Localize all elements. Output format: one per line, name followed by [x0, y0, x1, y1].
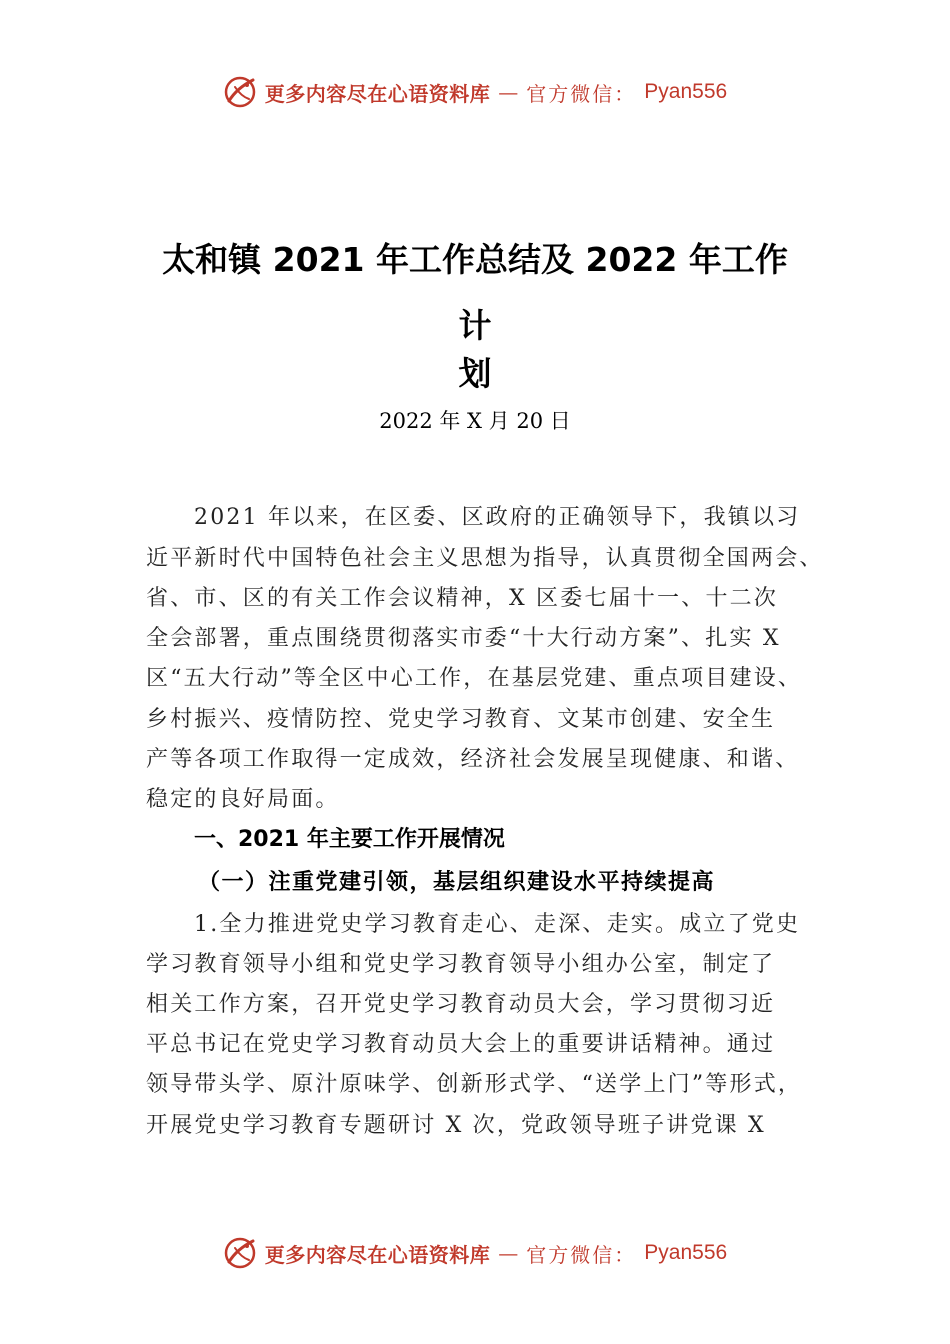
watermark-header — [0, 72, 950, 112]
watermark-wechat-id: Pyan556 — [644, 1241, 728, 1264]
paragraph-line: 1.全力推进党史学习教育走心、走深、走实。成立了党史 — [194, 912, 801, 937]
watermark-separator: — — [498, 1241, 519, 1265]
paragraph-line: 相关工作方案，召开党史学习教育动员大会，学习贯彻习近 — [146, 992, 776, 1017]
document-title-line-2: 计 — [458, 306, 492, 345]
paragraph-line: 2021 年以来，在区委、区政府的正确领导下，我镇以习 — [194, 505, 801, 530]
section-heading-2: （一）注重党建引领，基层组织建设水平持续提高 — [198, 869, 716, 895]
paragraph-line: 开展党史学习教育专题研讨 X 次，党政领导班子讲党课 X — [146, 1113, 766, 1138]
paragraph-line: 全会部署，重点围绕贯彻落实市委“十大行动方案”、扎实 X — [146, 626, 781, 651]
watermark-separator: — — [498, 80, 519, 104]
watermark-text: 更多内容尽在心语资料库 — [264, 1242, 491, 1267]
paragraph-line: 区“五大行动”等全区中心工作，在基层党建、重点项目建设、 — [146, 666, 803, 691]
watermark-wechat-label: 官方微信： — [526, 1242, 637, 1267]
paragraph-line: 学习教育领导小组和党史学习教育领导小组办公室，制定了 — [146, 952, 776, 977]
watermark-logo-icon — [223, 75, 257, 109]
paragraph-line: 近平新时代中国特色社会主义思想为指导，认真贯彻全国两会、 — [146, 546, 824, 571]
paragraph-line: 平总书记在党史学习教育动员大会上的重要讲话精神。通过 — [146, 1032, 776, 1057]
paragraph-line: 稳定的良好局面。 — [146, 787, 340, 812]
watermark-text: 更多内容尽在心语资料库 — [264, 81, 491, 106]
paragraph-line: 产等各项工作取得一定成效，经济社会发展呈现健康、和谐、 — [146, 747, 800, 772]
paragraph-line: 省、市、区的有关工作会议精神，X 区委七届十一、十二次 — [146, 586, 779, 611]
watermark-footer — [0, 1233, 950, 1273]
watermark-wechat-label: 官方微信： — [526, 81, 637, 106]
paragraph-line: 乡村振兴、疫情防控、党史学习教育、文某市创建、安全生 — [146, 707, 776, 732]
watermark-wechat-id: Pyan556 — [644, 80, 728, 103]
section-heading-1: 一、2021 年主要工作开展情况 — [194, 827, 505, 852]
document-title-line-1: 太和镇 2021 年工作总结及 2022 年工作 — [162, 240, 788, 279]
document-date: 2022 年 X 月 20 日 — [379, 409, 571, 433]
paragraph-line: 领导带头学、原汁原味学、创新形式学、“送学上门”等形式， — [146, 1072, 803, 1097]
watermark-logo-icon — [223, 1236, 257, 1270]
document-title-line-3: 划 — [458, 354, 492, 393]
